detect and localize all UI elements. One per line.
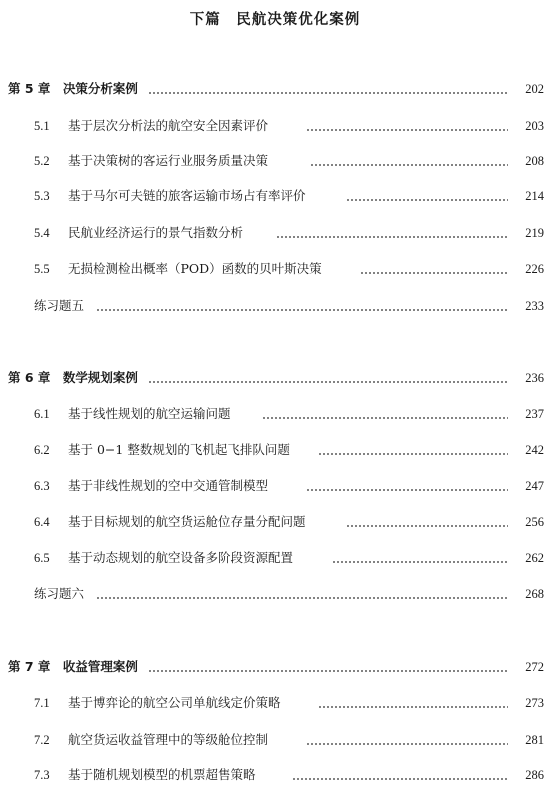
section-number: 6.5 xyxy=(34,551,50,565)
page-number: 219 xyxy=(525,226,544,240)
page-number: 268 xyxy=(525,587,544,601)
page-number: 214 xyxy=(525,189,544,203)
dot-leader xyxy=(148,92,508,94)
page-number: 202 xyxy=(525,82,544,96)
section-title: 基于 0−1 整数规划的飞机起飞排队问题 xyxy=(68,442,290,457)
dot-leader xyxy=(306,489,508,491)
page-number: 272 xyxy=(525,660,544,674)
page-number: 286 xyxy=(525,768,544,782)
section-number: 7.1 xyxy=(34,696,50,710)
toc-section-7-2[interactable] xyxy=(0,731,550,749)
section-number: 5.1 xyxy=(34,119,50,133)
toc-exercise-5[interactable] xyxy=(0,297,550,315)
dot-leader xyxy=(346,525,508,527)
dot-leader xyxy=(148,670,508,672)
dot-leader xyxy=(96,309,508,311)
section-title: 基于层次分析法的航空安全因素评价 xyxy=(68,118,269,133)
section-title: 基于马尔可夫链的旅客运输市场占有率评价 xyxy=(68,188,306,203)
dot-leader xyxy=(318,706,508,708)
section-title: 无损检测检出概率（POD）函数的贝叶斯决策 xyxy=(68,261,322,276)
dot-leader xyxy=(96,597,508,599)
dot-leader xyxy=(262,417,508,419)
toc-section-5-2[interactable] xyxy=(0,152,550,170)
section-number: 5.3 xyxy=(34,189,50,203)
dot-leader xyxy=(332,561,508,563)
dot-leader xyxy=(148,381,508,383)
dot-leader xyxy=(276,236,508,238)
page-number: 281 xyxy=(525,733,544,747)
page-number: 237 xyxy=(525,407,544,421)
toc-section-7-1[interactable] xyxy=(0,694,550,712)
exercise-title: 练习题五 xyxy=(34,298,85,313)
exercise-title: 练习题六 xyxy=(34,586,85,601)
page-number: 242 xyxy=(525,443,544,457)
section-number: 5.4 xyxy=(34,226,50,240)
section-title: 基于决策树的客运行业服务质量决策 xyxy=(68,153,269,168)
page-number: 233 xyxy=(525,299,544,313)
toc-chapter-5[interactable] xyxy=(0,80,550,98)
page-number: 208 xyxy=(525,154,544,168)
page-number: 203 xyxy=(525,119,544,133)
toc-section-5-1[interactable] xyxy=(0,117,550,135)
toc-section-6-2[interactable] xyxy=(0,441,550,459)
page-number: 273 xyxy=(525,696,544,710)
page-number: 236 xyxy=(525,371,544,385)
section-title: 航空货运收益管理中的等级舱位控制 xyxy=(68,732,269,747)
section-title: 基于博弈论的航空公司单航线定价策略 xyxy=(68,695,281,710)
page-number: 256 xyxy=(525,515,544,529)
section-number: 6.4 xyxy=(34,515,50,529)
section-title: 基于目标规划的航空货运舱位存量分配问题 xyxy=(68,514,306,529)
dot-leader xyxy=(292,778,508,780)
toc-section-6-5[interactable] xyxy=(0,549,550,567)
chapter-title: 第 7 章 收益管理案例 xyxy=(8,659,138,674)
toc-chapter-7[interactable] xyxy=(0,658,550,676)
toc-section-5-5[interactable] xyxy=(0,260,550,278)
dot-leader xyxy=(318,453,508,455)
toc-section-6-4[interactable] xyxy=(0,513,550,531)
page-number: 226 xyxy=(525,262,544,276)
section-number: 6.1 xyxy=(34,407,50,421)
toc-exercise-6[interactable] xyxy=(0,585,550,603)
dot-leader xyxy=(306,743,508,745)
toc-section-6-3[interactable] xyxy=(0,477,550,495)
chapter-title: 第 6 章 数学规划案例 xyxy=(8,370,138,385)
dot-leader xyxy=(346,199,508,201)
section-number: 6.3 xyxy=(34,479,50,493)
page-number: 247 xyxy=(525,479,544,493)
section-title: 民航业经济运行的景气指数分析 xyxy=(68,225,244,240)
chapter-title: 第 5 章 决策分析案例 xyxy=(8,81,138,96)
page-title: 下篇 民航决策优化案例 xyxy=(189,12,361,28)
dot-leader xyxy=(360,272,508,274)
toc-chapter-6[interactable] xyxy=(0,369,550,387)
section-title: 基于动态规划的航空设备多阶段资源配置 xyxy=(68,550,294,565)
section-title: 基于随机规划模型的机票超售策略 xyxy=(68,767,256,782)
section-title: 基于线性规划的航空运输问题 xyxy=(68,406,231,421)
section-title: 基于非线性规划的空中交通管制模型 xyxy=(68,478,269,493)
section-number: 7.2 xyxy=(34,733,50,747)
section-number: 7.3 xyxy=(34,768,50,782)
dot-leader xyxy=(306,129,508,131)
page-number: 262 xyxy=(525,551,544,565)
dot-leader xyxy=(310,164,508,166)
toc-section-6-1[interactable] xyxy=(0,405,550,423)
toc-section-5-3[interactable] xyxy=(0,187,550,205)
section-number: 6.2 xyxy=(34,443,50,457)
section-number: 5.5 xyxy=(34,262,50,276)
toc-section-5-4[interactable] xyxy=(0,224,550,242)
toc-section-7-3[interactable] xyxy=(0,766,550,784)
section-number: 5.2 xyxy=(34,154,50,168)
